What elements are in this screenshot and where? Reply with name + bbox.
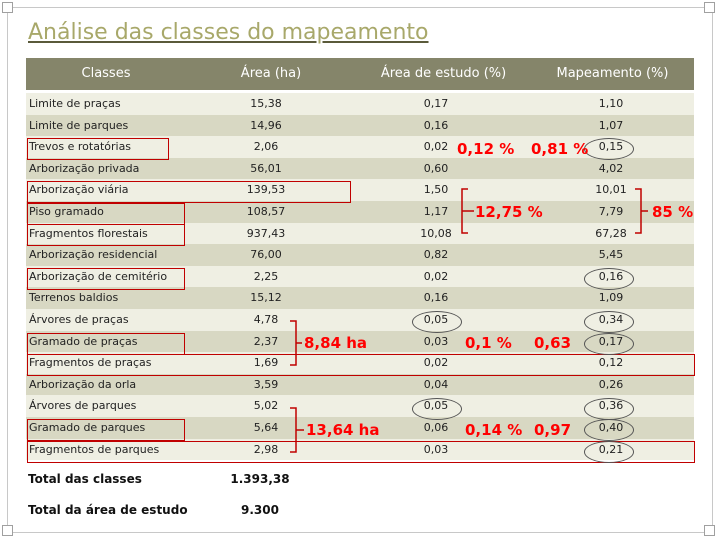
class-name: Fragmentos de praças bbox=[29, 356, 152, 370]
area-value: 1,69 bbox=[253, 356, 279, 370]
annotation-parques-area: 13,64 ha bbox=[306, 421, 380, 439]
estudo-value: 0,17 bbox=[423, 97, 449, 110]
area-value: 14,96 bbox=[250, 118, 282, 132]
map-value: 67,28 bbox=[595, 226, 627, 240]
class-name: Fragmentos florestais bbox=[29, 226, 148, 240]
estudo-value: 1,50 bbox=[423, 183, 449, 197]
map-value: 0,26 bbox=[598, 377, 624, 391]
map-value: 0,15 bbox=[598, 140, 624, 154]
estudo-value: 10,08 bbox=[420, 226, 452, 240]
annotation-pracas-area: 8,84 ha bbox=[304, 334, 368, 352]
estudo-value: 0,05 bbox=[423, 313, 449, 326]
class-name: Gramado de praças bbox=[29, 334, 138, 348]
annotation-trevos-estudo: 0,12 % bbox=[457, 140, 515, 158]
area-value: 5,02 bbox=[253, 399, 279, 413]
area-value: 139,53 bbox=[246, 183, 286, 197]
estudo-value: 0,04 bbox=[423, 377, 449, 391]
estudo-value: 0,06 bbox=[423, 421, 449, 434]
map-value: 0,21 bbox=[598, 442, 624, 456]
area-value: 4,78 bbox=[253, 313, 279, 326]
map-value: 0,12 bbox=[598, 356, 624, 370]
estudo-value: 0,82 bbox=[423, 248, 449, 262]
map-value: 1,10 bbox=[598, 97, 624, 110]
class-name: Arborização privada bbox=[29, 161, 140, 175]
map-value: 0,34 bbox=[598, 313, 624, 326]
estudo-value: 0,02 bbox=[423, 140, 449, 154]
map-value: 0,17 bbox=[598, 334, 624, 348]
estudo-value: 0,16 bbox=[423, 291, 449, 305]
map-value: 0,36 bbox=[598, 399, 624, 413]
area-value: 2,25 bbox=[253, 269, 279, 283]
area-value: 108,57 bbox=[246, 205, 286, 218]
area-value: 937,43 bbox=[246, 226, 286, 240]
map-value: 10,01 bbox=[595, 183, 627, 197]
estudo-value: 0,02 bbox=[423, 269, 449, 283]
estudo-value: 0,16 bbox=[423, 118, 449, 132]
total-classes-label: Total das classes bbox=[28, 472, 142, 486]
class-name: Limite de parques bbox=[29, 118, 129, 132]
map-value: 5,45 bbox=[598, 248, 624, 262]
area-value: 15,38 bbox=[250, 97, 282, 110]
annotation-pracas-estudo: 0,1 % bbox=[465, 334, 512, 352]
class-name: Piso gramado bbox=[29, 205, 104, 218]
total-estudo-label: Total da área de estudo bbox=[28, 503, 188, 517]
map-value: 1,09 bbox=[598, 291, 624, 305]
header-area: Área (ha) bbox=[186, 58, 356, 90]
estudo-value: 0,05 bbox=[423, 399, 449, 413]
area-value: 15,12 bbox=[250, 291, 282, 305]
class-name: Árvores de parques bbox=[29, 399, 137, 413]
area-value: 2,37 bbox=[253, 334, 279, 348]
annotation-trevos-map: 0,81 % bbox=[531, 140, 589, 158]
annotation-parques-estudo: 0,14 % bbox=[465, 421, 523, 439]
estudo-value: 0,02 bbox=[423, 356, 449, 370]
area-value: 2,98 bbox=[253, 442, 279, 456]
map-value: 0,40 bbox=[598, 421, 624, 434]
area-value: 56,01 bbox=[250, 161, 282, 175]
map-value: 1,07 bbox=[598, 118, 624, 132]
class-name: Árvores de praças bbox=[29, 313, 129, 326]
class-name: Limite de praças bbox=[29, 97, 121, 110]
header-classes: Classes bbox=[26, 58, 186, 90]
estudo-value: 0,03 bbox=[423, 334, 449, 348]
header-mapeamento: Mapeamento (%) bbox=[531, 58, 694, 90]
annotation-pracas-map: 0,63 bbox=[534, 334, 572, 352]
slide-title: Análise das classes do mapeamento bbox=[28, 20, 429, 45]
class-name: Fragmentos de parques bbox=[29, 442, 160, 456]
total-classes-value: 1.393,38 bbox=[230, 472, 290, 486]
total-estudo-value: 9.300 bbox=[241, 503, 279, 517]
estudo-value: 0,03 bbox=[423, 442, 449, 456]
annotation-vegetacao-map: 85 % bbox=[652, 203, 694, 221]
class-name: Trevos e rotatórias bbox=[29, 140, 132, 154]
map-value: 4,02 bbox=[598, 161, 624, 175]
header-estudo: Área de estudo (%) bbox=[356, 58, 531, 90]
estudo-value: 0,60 bbox=[423, 161, 449, 175]
class-name: Gramado de parques bbox=[29, 421, 146, 434]
annotation-parques-map: 0,97 bbox=[534, 421, 572, 439]
area-value: 2,06 bbox=[253, 140, 279, 154]
annotation-vegetacao: 12,75 % bbox=[475, 203, 543, 221]
estudo-value: 1,17 bbox=[423, 205, 449, 218]
class-name: Arborização da orla bbox=[29, 377, 137, 391]
map-value: 0,16 bbox=[598, 269, 624, 283]
map-value: 7,79 bbox=[598, 205, 624, 218]
area-value: 5,64 bbox=[253, 421, 279, 434]
area-value: 76,00 bbox=[250, 248, 282, 262]
class-name: Arborização de cemitério bbox=[29, 269, 168, 283]
area-value: 3,59 bbox=[253, 377, 279, 391]
class-name: Terrenos baldios bbox=[29, 291, 119, 305]
class-name: Arborização viária bbox=[29, 183, 129, 197]
class-name: Arborização residencial bbox=[29, 248, 158, 262]
